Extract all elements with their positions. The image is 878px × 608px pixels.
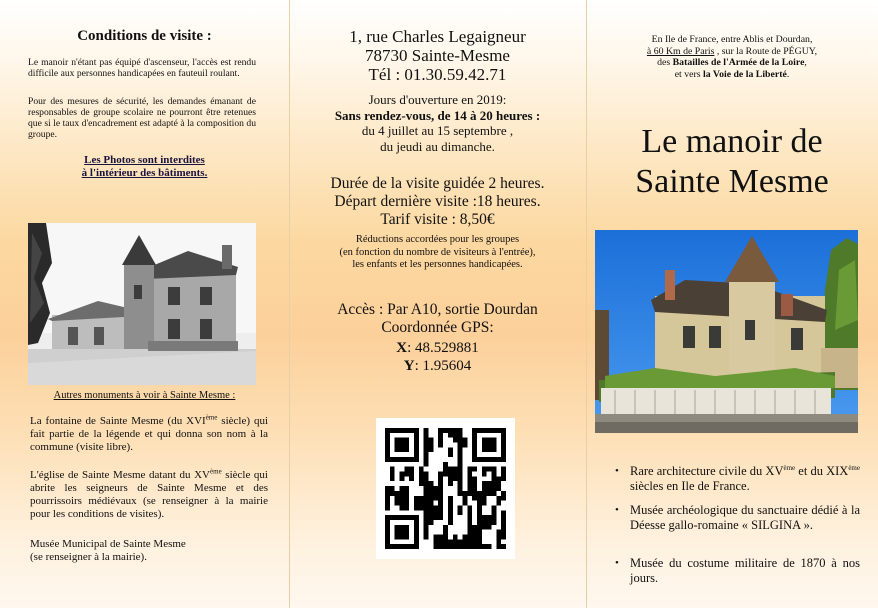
visit-info (289, 175, 586, 229)
security-paragraph: Pour des mesures de sécurité, les demandes émanant de responsables de groupe scolaire ne pourront être retenues que si le taux d'encadrement est adapté à la composition du groupe. (28, 96, 256, 140)
reductions (289, 234, 586, 272)
reductions-line2: (en fonction du nombre de visiteurs à l'entrée), (339, 246, 536, 258)
bullet1-c: siècles en Ile de France. (630, 478, 750, 493)
visit-duration: Durée de la visite guidée 2 heures. (330, 175, 545, 192)
fold-line (289, 0, 290, 608)
photo-warning-line1: Les Photos sont interdites (84, 154, 205, 166)
address-line1: 1, rue Charles Legaigneur (349, 27, 526, 46)
fontaine-sup: ème (205, 413, 218, 422)
phone-number: Tél : 01.30.59.42.71 (368, 65, 507, 84)
musee-municipal-text (30, 538, 268, 564)
fontaine-text (30, 415, 268, 454)
bullet-museum-archeo-text (630, 503, 860, 532)
gps-y (289, 357, 586, 375)
qr-code-icon[interactable] (376, 418, 515, 559)
bullet2-name: SILGINA (751, 517, 801, 532)
gps-x-value: : 48.529881 (407, 340, 479, 356)
address-block (289, 27, 586, 84)
conditions-title: Conditions de visite : (77, 28, 212, 44)
gps-x (289, 339, 586, 357)
address-line2: 78730 Sainte-Mesme (365, 46, 510, 65)
gps-x-label: X (396, 340, 408, 356)
intro-line4-b: . (786, 68, 790, 80)
photo-warning (0, 154, 289, 180)
intro-line2 (586, 46, 878, 58)
gps-coordinates (289, 339, 586, 375)
intro-line3-b: , (804, 57, 807, 68)
bullet2-a: Musée archéologique du sanctuaire dédié à la Déesse gallo-romaine « (630, 503, 860, 532)
last-visit: Départ dernière visite :18 heures. (334, 193, 541, 210)
bullet1-b: et du XIX (795, 464, 849, 478)
eglise-text-a: L'église de Sainte Mesme datant du XV (30, 469, 211, 481)
bullet2-b: ». (800, 517, 813, 532)
manor-color-photo (595, 230, 858, 433)
eglise-text (30, 469, 268, 521)
bullet1-sup2: ème (848, 463, 860, 472)
fontaine-text-b: siècle) qui fait partie de la légende et qui donna son nom à la commune (visite libre). (30, 415, 268, 453)
bullet1-sup1: ème (783, 463, 796, 472)
bullet-museum-archeo (615, 503, 860, 532)
opening-days-range: du jeudi au dimanche. (380, 138, 495, 154)
access-route: Accès : Par A10, sortie Dourdan (337, 301, 538, 318)
intro-line3-a: des (657, 57, 673, 68)
musee-line1: Musée Municipal de Sainte Mesme (30, 538, 186, 550)
gps-label: Coordonnée GPS: (381, 319, 494, 336)
eglise-text-b: siècle qui abrite les seigneurs de Sainte Mesme et des pourrissoirs médiévaux (se renseigner à la mairie pour les conditions de visites). (30, 469, 268, 520)
other-monuments-heading: Autres monuments à voir à Sainte Mesme : (53, 390, 236, 401)
opening-days: Jours d'ouverture en 2019: (368, 92, 507, 107)
bullet1-a: Rare architecture civile du XV (630, 464, 784, 478)
gps-y-value: : 1.95604 (414, 358, 472, 374)
accessibility-paragraph: Le manoir n'étant pas équipé d'ascenseur, l'accès est rendu difficile aux personnes handicapées en fauteuil roulant. (28, 57, 256, 79)
intro-line3 (586, 57, 878, 69)
brochure-title (586, 122, 878, 202)
fold-line (586, 0, 587, 608)
bullet-dot-icon: • (615, 465, 619, 477)
reductions-line3: les enfants et les personnes handicapées. (352, 259, 523, 270)
location-intro (586, 34, 878, 80)
bullet-architecture-text (630, 464, 860, 493)
intro-line4 (586, 69, 878, 81)
reductions-line1: Réductions accordées pour les groupes (355, 234, 520, 245)
bullet-dot-icon: • (615, 557, 619, 569)
bullet-museum-costume-text: Musée du costume militaire de 1870 à nos jours. (630, 556, 860, 585)
opening-dates: du 4 juillet au 15 septembre , (361, 123, 514, 138)
manor-bw-photo (28, 223, 256, 385)
intro-route: , sur la Route de PÉGUY, (714, 45, 818, 57)
bullet-museum-costume (615, 556, 860, 585)
intro-line4-a: et vers (674, 68, 703, 80)
intro-liberty: la Voie de la Liberté (703, 68, 787, 80)
intro-distance: à 60 Km de Paris (646, 45, 715, 57)
no-appointment-hours: Sans rendez-vous, de 14 à 20 heures : (334, 107, 541, 123)
title-line2: Sainte Mesme (635, 163, 829, 200)
access-info (289, 301, 586, 337)
bullet-architecture (615, 464, 860, 493)
visit-price: Tarif visite : 8,50€ (380, 211, 495, 228)
opening-hours (289, 92, 586, 154)
eglise-sup: ème (210, 467, 222, 476)
gps-y-label: Y (403, 358, 415, 374)
intro-battles: Batailles de l'Armée de la Loire (672, 57, 805, 68)
intro-line1: En Ile de France, entre Ablis et Dourdan, (651, 34, 813, 45)
title-line1: Le manoir de (641, 123, 823, 160)
photo-warning-line2: à l'intérieur des bâtiments. (81, 167, 208, 179)
fontaine-text-a: La fontaine de Sainte Mesme (du XVI (30, 415, 206, 427)
bullet-dot-icon: • (615, 504, 619, 516)
musee-line2: (se renseigner à la mairie). (30, 551, 147, 563)
